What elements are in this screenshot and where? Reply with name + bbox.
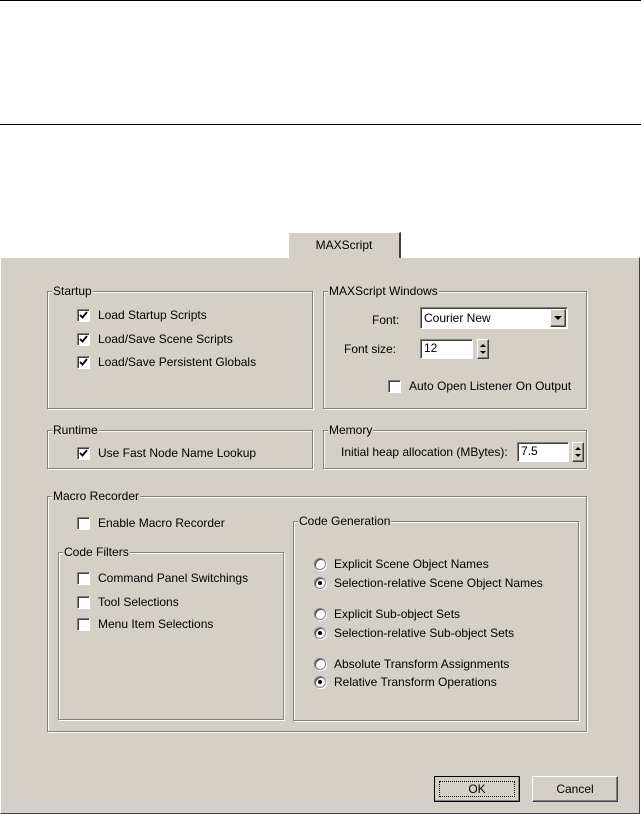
explicit-sub-object-sets-radio[interactable] <box>314 606 460 622</box>
radio-label: Selection-relative Scene Object Names <box>334 576 543 590</box>
radio-circle[interactable] <box>314 676 326 688</box>
explicit-scene-object-names-radio[interactable] <box>314 556 489 572</box>
checkmark-icon <box>79 311 88 320</box>
radio-label: Selection-relative Sub-object Sets <box>334 626 515 640</box>
checkbox-label: Load/Save Persistent Globals <box>98 355 257 369</box>
top-rule <box>0 0 641 1</box>
cancel-button[interactable] <box>532 776 618 802</box>
checkbox-label: Load Startup Scripts <box>98 308 207 322</box>
checkbox-box[interactable] <box>77 356 90 369</box>
font-size-spinner-arrows[interactable] <box>477 339 489 359</box>
checkbox-label: Tool Selections <box>98 595 179 609</box>
code-generation-group <box>293 514 579 721</box>
preferences-panel <box>0 257 640 814</box>
spinner-arrows-icon <box>573 443 583 461</box>
maxscript-windows-group <box>323 284 587 409</box>
radio-selected-dot <box>318 581 322 585</box>
fast-node-name-lookup-checkbox[interactable] <box>77 445 256 461</box>
code-filters-group <box>58 545 284 720</box>
radio-circle[interactable] <box>314 558 326 570</box>
memory-group-title: Memory <box>329 423 373 437</box>
ok-button[interactable] <box>434 776 520 802</box>
tab-maxscript[interactable]: MAXScript <box>288 232 401 258</box>
checkbox-label: Menu Item Selections <box>98 617 214 631</box>
code-filters-group-title: Code Filters <box>64 545 129 559</box>
checkbox-box[interactable] <box>77 618 90 631</box>
checkbox-box[interactable] <box>77 572 90 585</box>
checkbox-box[interactable] <box>77 447 90 460</box>
checkbox-label: Load/Save Scene Scripts <box>98 332 233 346</box>
menu-item-selections-checkbox[interactable] <box>77 616 213 632</box>
dropdown-button[interactable] <box>550 309 566 327</box>
cancel-button-label: Cancel <box>556 782 594 796</box>
command-panel-switchings-checkbox[interactable] <box>77 570 248 586</box>
checkbox-label: Use Fast Node Name Lookup <box>98 446 257 460</box>
code-generation-group-title: Code Generation <box>299 514 391 528</box>
radio-circle[interactable] <box>314 627 326 639</box>
checkbox-label: Command Panel Switchings <box>98 571 249 585</box>
selection-relative-scene-object-names-radio[interactable] <box>314 575 543 591</box>
radio-circle[interactable] <box>314 658 326 670</box>
chevron-down-icon <box>551 310 565 326</box>
radio-label: Relative Transform Operations <box>334 675 497 689</box>
heap-allocation-label: Initial heap allocation (MBytes): <box>341 445 508 459</box>
checkmark-icon <box>79 335 88 344</box>
tool-selections-checkbox[interactable] <box>77 594 179 610</box>
font-label: Font: <box>372 313 400 327</box>
spinner-arrows-icon <box>478 340 488 358</box>
font-size-spinner-field[interactable] <box>420 339 473 359</box>
startup-group-title: Startup <box>53 284 92 298</box>
runtime-group-title: Runtime <box>53 423 98 437</box>
relative-transform-operations-radio[interactable] <box>314 674 497 690</box>
ok-button-label: OK <box>468 782 486 796</box>
checkbox-box[interactable] <box>77 309 90 322</box>
checkbox-label: Enable Macro Recorder <box>98 516 225 530</box>
enable-macro-recorder-checkbox[interactable] <box>77 515 225 531</box>
maxscript-windows-group-title: MAXScript Windows <box>329 284 438 298</box>
heap-allocation-field[interactable] <box>517 442 569 462</box>
macro-recorder-group-title: Macro Recorder <box>53 489 140 503</box>
radio-label: Absolute Transform Assignments <box>334 657 510 671</box>
selection-relative-sub-object-sets-radio[interactable] <box>314 625 514 641</box>
font-dropdown-value: Courier New <box>424 311 491 325</box>
memory-group <box>323 423 587 469</box>
checkbox-box[interactable] <box>388 380 401 393</box>
font-size-label: Font size: <box>344 342 397 356</box>
checkbox-box[interactable] <box>77 596 90 609</box>
heap-spinner-arrows[interactable] <box>572 442 584 462</box>
load-startup-scripts-checkbox[interactable] <box>77 307 207 323</box>
checkbox-label: Auto Open Listener On Output <box>409 379 572 393</box>
checkmark-icon <box>79 449 88 458</box>
radio-selected-dot <box>318 631 322 635</box>
load-save-scene-scripts-checkbox[interactable] <box>77 331 233 347</box>
radio-label: Explicit Scene Object Names <box>334 557 489 571</box>
auto-open-listener-checkbox[interactable] <box>388 378 571 394</box>
radio-circle[interactable] <box>314 577 326 589</box>
radio-circle[interactable] <box>314 608 326 620</box>
load-save-persistent-globals-checkbox[interactable] <box>77 354 256 370</box>
checkbox-box[interactable] <box>77 333 90 346</box>
checkbox-box[interactable] <box>77 517 90 530</box>
radio-label: Explicit Sub-object Sets <box>334 607 461 621</box>
font-dropdown[interactable] <box>420 307 568 329</box>
startup-group <box>47 284 313 409</box>
bottom-rule <box>0 124 641 125</box>
macro-recorder-group <box>47 489 587 732</box>
runtime-group <box>47 423 313 469</box>
heap-allocation-value: 7.5 <box>521 444 538 458</box>
radio-selected-dot <box>318 680 322 684</box>
checkmark-icon <box>79 358 88 367</box>
absolute-transform-assignments-radio[interactable] <box>314 656 509 672</box>
font-size-value: 12 <box>424 341 438 355</box>
